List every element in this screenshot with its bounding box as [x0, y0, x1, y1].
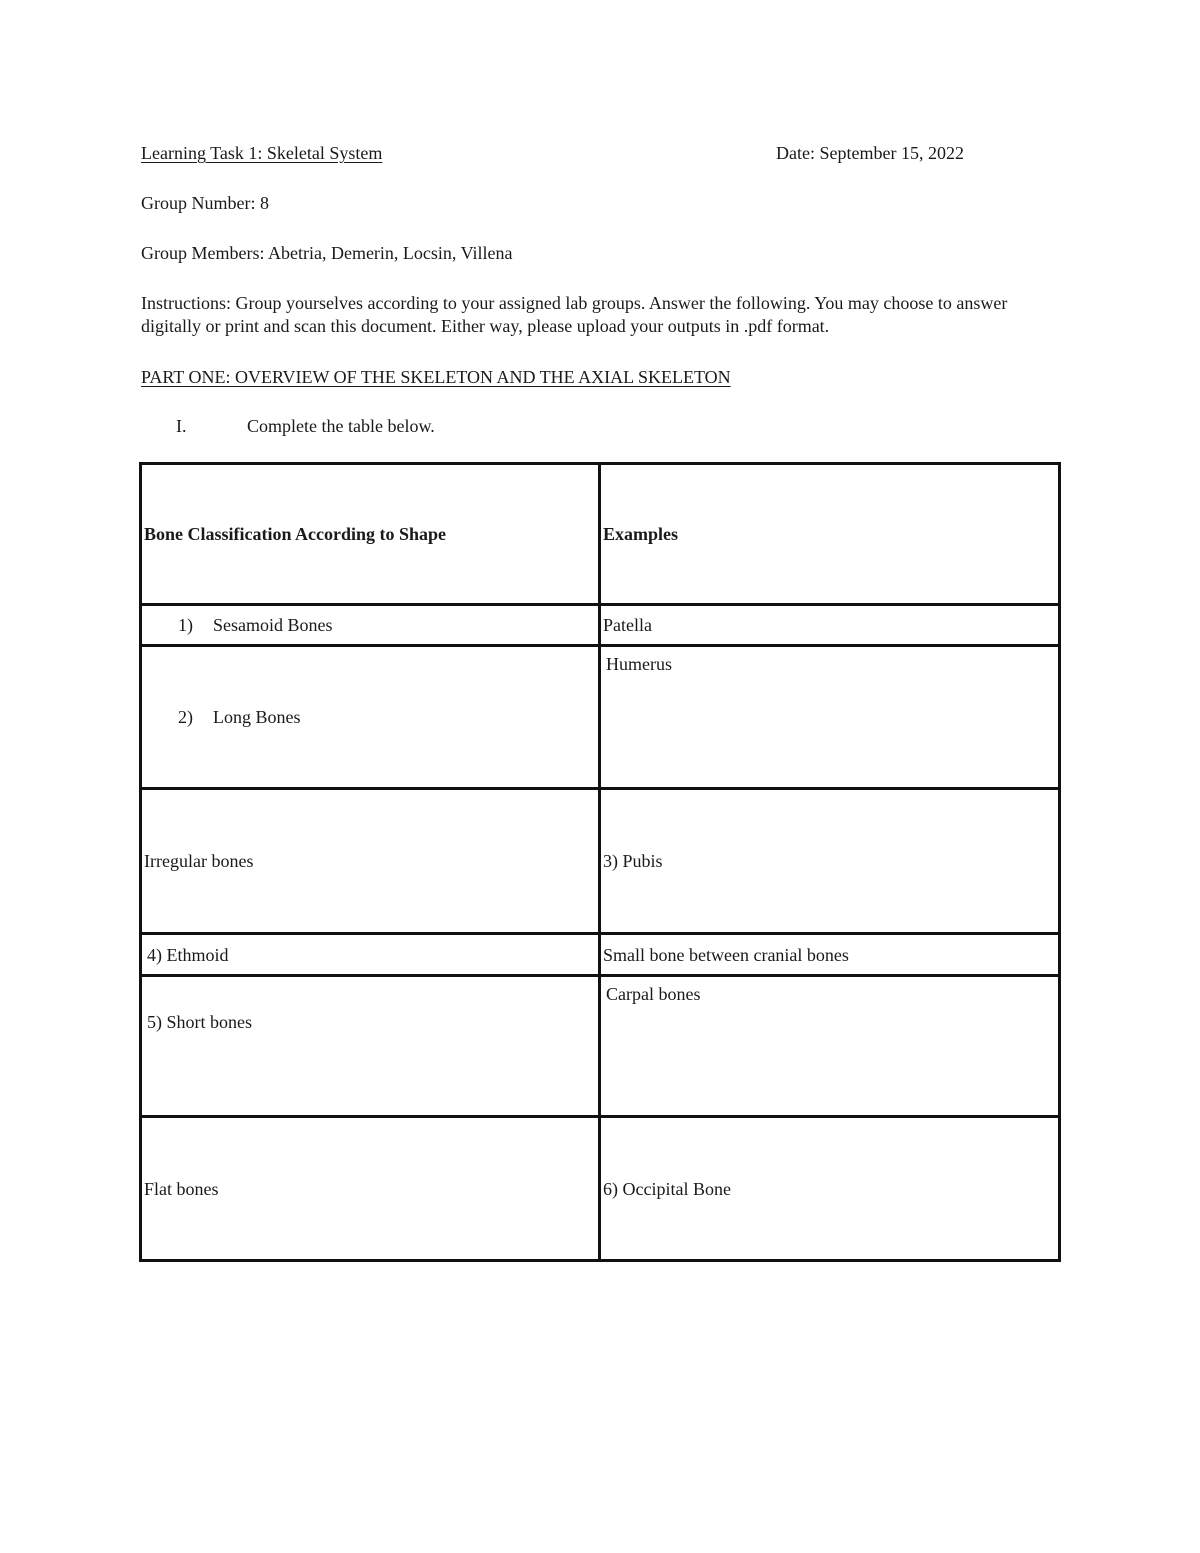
instructions-paragraph: Instructions: Group yourselves according to your assigned lab groups. Answer the following. You may choose to answer digitally or print and scan this document. Either way, please upload your outputs in .pdf format.	[141, 293, 1008, 336]
row-number: 1)	[178, 615, 193, 635]
table-row	[141, 976, 1060, 1117]
classification-cell: 4) Ethmoid	[141, 934, 600, 976]
table-header-row	[141, 464, 1060, 605]
classification-cell	[141, 605, 600, 646]
example-cell: Carpal bones	[600, 976, 1060, 1117]
example-cell: 3) Pubis	[600, 789, 1060, 934]
classification-text: Sesamoid Bones	[213, 615, 333, 635]
example-cell: Humerus	[600, 646, 1060, 789]
classification-cell	[141, 646, 600, 789]
item-numeral: I.	[176, 416, 187, 436]
bone-classification-table	[139, 462, 1061, 1262]
part-one-heading: PART ONE: OVERVIEW OF THE SKELETON AND THE AXIAL SKELETON	[141, 367, 731, 387]
table-row	[141, 934, 1060, 976]
classification-text: Long Bones	[213, 707, 301, 727]
table-row	[141, 789, 1060, 934]
table-row	[141, 1117, 1060, 1261]
header-classification: Bone Classification According to Shape	[141, 464, 600, 605]
example-cell: Patella	[600, 605, 1060, 646]
row-number: 2)	[178, 707, 193, 727]
date-field: Date: September 15, 2022	[776, 143, 964, 163]
table-row	[141, 646, 1060, 789]
header-examples: Examples	[600, 464, 1060, 605]
group-number: Group Number: 8	[141, 193, 269, 213]
table-row	[141, 605, 1060, 646]
item-instruction: Complete the table below.	[247, 416, 435, 436]
classification-cell: 5) Short bones	[141, 976, 600, 1117]
group-members: Group Members: Abetria, Demerin, Locsin, Villena	[141, 243, 513, 263]
classification-cell: Flat bones	[141, 1117, 600, 1261]
document-title: Learning Task 1: Skeletal System	[141, 143, 383, 163]
example-cell: 6) Occipital Bone	[600, 1117, 1060, 1261]
classification-cell: Irregular bones	[141, 789, 600, 934]
example-cell: Small bone between cranial bones	[600, 934, 1060, 976]
